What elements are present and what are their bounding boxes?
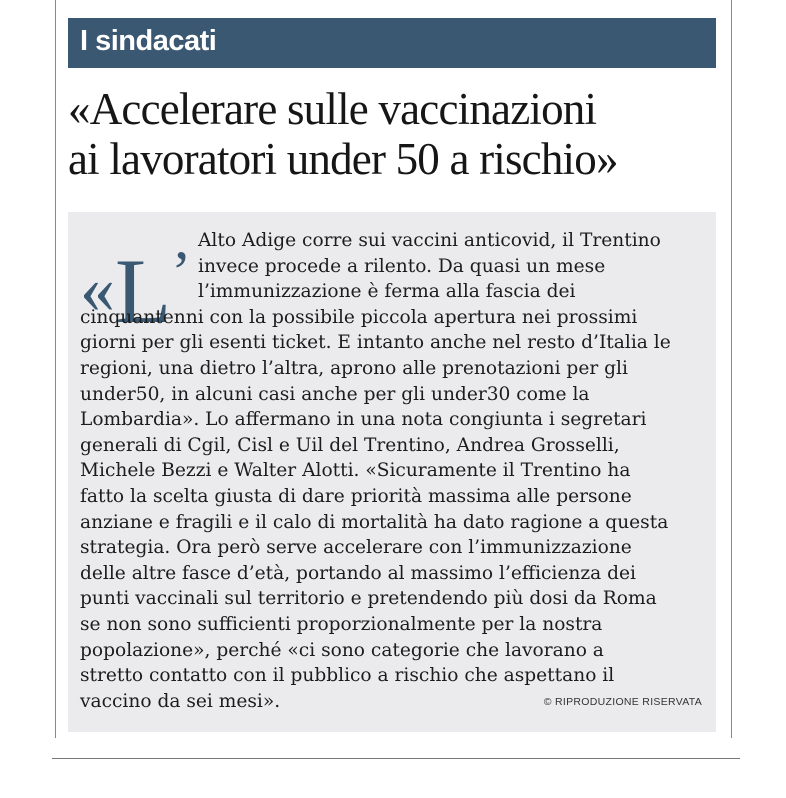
body-line: punti vaccinali sul territorio e pretendendo più dosi da Roma [80,588,657,610]
bottom-rule [52,758,740,759]
body-line: delle altre fasce d’età, portando al massimo l’efficienza dei [80,562,637,584]
column-rule-left [55,0,56,738]
drop-cap-apostrophe: ’ [171,239,192,305]
body-line: vaccino da sei mesi». [80,690,281,712]
body-line: cinquantenni con la possibile piccola apertura nei prossimi [80,306,638,328]
body-line: invece procede a rilento. Da quasi un mese [198,255,606,277]
headline-line-2: ai lavoratori under 50 a rischio» [68,134,618,184]
body-line: regioni, una dietro l’altra, aprono alle prenotazioni per gli [80,357,628,379]
body-line: generali di Cgil, Cisl e Uil del Trentino, Andrea Grosselli, [80,434,620,456]
body-line: Lombardia». Lo affermano in una nota congiunta i segretari [80,409,647,431]
body-line: strategia. Ora però serve accelerare con l’immunizzazione [80,537,632,559]
body-line: se non sono sufficienti proporzionalmente per la nostra [80,613,603,635]
copyright-notice: © RIPRODUZIONE RISERVATA [543,696,702,708]
body-line: anziane e fragili e il calo di mortalità ha dato ragione a questa [80,511,669,533]
body-line: l’immunizzazione è ferma alla fascia dei [198,281,576,303]
headline-line-1: «Accelerare sulle vaccinazioni [68,84,597,134]
section-label: I sindacati [80,25,217,57]
body-line: giorni per gli esenti ticket. E intanto anche nel resto d’Italia le [80,332,671,354]
article-body [80,228,706,714]
body-line: stretto contatto con il pubblico a rischio che aspettano il [80,665,615,687]
section-banner [68,18,716,68]
body-line: Alto Adige corre sui vaccini anticovid, il Trentino [198,230,661,251]
column-rule-right [731,0,732,738]
article-box [68,212,716,732]
headline [68,84,728,184]
drop-cap-guillemet: « [80,251,115,328]
body-line: fatto la scelta giusta di dare priorità massima alle persone [80,485,632,507]
drop-cap-letter: L [115,240,172,342]
body-line: popolazione», perché «ci sono categorie che lavorano a [80,639,604,661]
body-line: Michele Bezzi e Walter Alotti. «Sicuramente il Trentino ha [80,460,631,482]
body-line: under50, in alcuni casi anche per gli under30 come la [80,383,590,405]
